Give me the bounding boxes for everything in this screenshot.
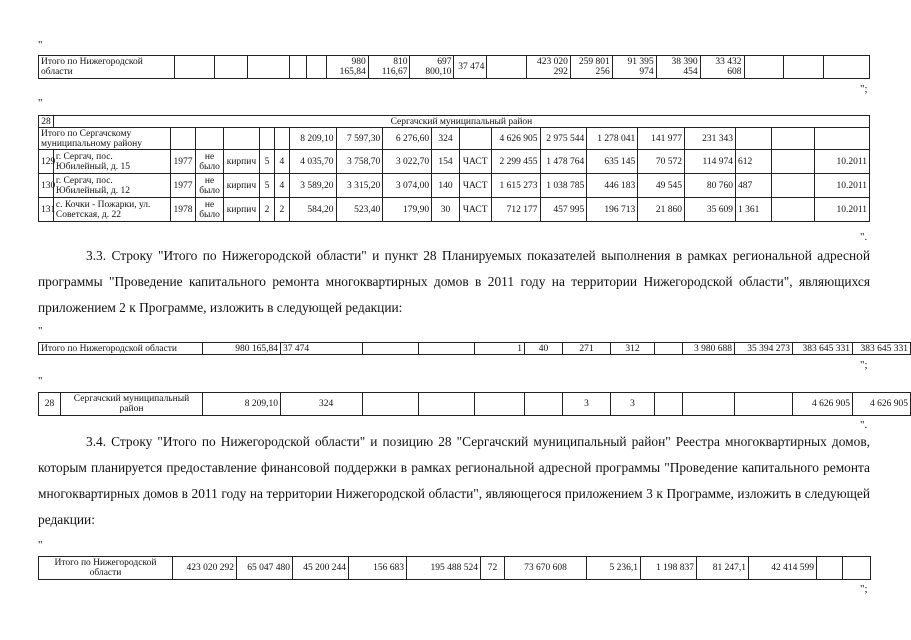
table-row <box>39 174 870 198</box>
table-cell: 3 <box>611 393 655 416</box>
table-cell: 196 713 <box>587 198 638 222</box>
table-cell: 45 200 244 <box>293 557 349 580</box>
table-cell: 1 615 273 <box>491 174 540 198</box>
row-address: г. Сергач, пос. Юбилейный, д. 15 <box>53 150 170 174</box>
table-row <box>39 150 870 174</box>
table-cell <box>655 393 683 416</box>
table-cell: 457 995 <box>540 198 587 222</box>
table-cell: 1977 <box>170 150 196 174</box>
table-cell: 3 074,00 <box>383 174 432 198</box>
table-cell: 4 626 905 <box>853 393 911 416</box>
table-cell: 10.2011 <box>814 174 869 198</box>
open-quote: " <box>38 39 43 51</box>
table-cell: 259 801 256 <box>570 56 612 79</box>
table-sergach-district <box>38 115 870 222</box>
table-cell: 40 <box>525 343 563 355</box>
table-cell: 697 800,10 <box>410 56 454 79</box>
row-number: 129 <box>39 150 54 174</box>
table-cell: кирпич <box>223 150 259 174</box>
table-cell: 35 609 <box>685 198 736 222</box>
table-cell <box>363 343 419 355</box>
table-cell: 30 <box>432 198 460 222</box>
total-label: Итого по Нижегородской области <box>39 343 203 355</box>
close-quote: "; <box>860 83 868 95</box>
table-cell: 3 315,20 <box>336 174 383 198</box>
region-title: Сергачский муниципальный район <box>53 116 869 128</box>
table-cell <box>419 393 475 416</box>
table-cell: 446 183 <box>587 174 638 198</box>
table-cell: 81 247,1 <box>697 557 749 580</box>
table-cell: 38 390 454 <box>656 56 700 79</box>
table-cell: не было <box>196 174 224 198</box>
table-cell: 584,20 <box>289 198 336 222</box>
table-cell: не было <box>196 150 224 174</box>
table-cell: 80 760 <box>685 174 736 198</box>
close-quote: ". <box>860 419 868 431</box>
table-cell: 21 860 <box>638 198 685 222</box>
table-cell <box>363 393 419 416</box>
close-quote: "; <box>860 583 868 595</box>
table-cell: 2 <box>274 198 289 222</box>
table-cell: 8 209,10 <box>203 393 281 416</box>
table-cell <box>735 393 793 416</box>
table-cell: 4 <box>274 150 289 174</box>
table-cell: 3 758,70 <box>336 150 383 174</box>
table-cell <box>419 343 475 355</box>
open-quote: " <box>38 375 43 387</box>
table-registry-total <box>38 556 871 580</box>
table-cell: 2 299 455 <box>491 150 540 174</box>
table-cell: 271 <box>563 343 611 355</box>
table-cell: 231 343 <box>685 128 736 150</box>
table-total-summary <box>38 55 870 79</box>
table-cell <box>817 557 843 580</box>
table-cell: 195 488 524 <box>407 557 481 580</box>
table-cell <box>475 393 525 416</box>
table-cell: 4 <box>274 174 289 198</box>
table-cell: 324 <box>281 393 363 416</box>
table-cell: не было <box>196 198 224 222</box>
table-cell: 70 572 <box>638 150 685 174</box>
table-cell: 140 <box>432 174 460 198</box>
table-cell <box>459 128 491 150</box>
table-cell: 33 432 608 <box>700 56 744 79</box>
table-cell: 37 474 <box>454 56 487 79</box>
table-cell: 1 361 <box>736 198 772 222</box>
table-cell: 156 683 <box>349 557 407 580</box>
region-number: 28 <box>39 393 61 416</box>
table-cell: 523,40 <box>336 198 383 222</box>
region-number: 28 <box>39 116 54 128</box>
row-address: с. Кочки - Пожарки, ул. Советская, д. 22 <box>53 198 170 222</box>
table-cell: 8 209,10 <box>289 128 336 150</box>
table-cell: 141 977 <box>638 128 685 150</box>
table-cell: 91 395 974 <box>612 56 656 79</box>
table-cell: 3 980 688 <box>683 343 735 355</box>
table-cell: кирпич <box>223 198 259 222</box>
table-cell: 383 645 331 <box>793 343 853 355</box>
table-cell: 3 <box>563 393 611 416</box>
table-cell: 1 198 837 <box>641 557 697 580</box>
table-cell: 65 047 480 <box>237 557 293 580</box>
table-cell: ЧАСТ <box>459 174 491 198</box>
open-quote: " <box>38 539 43 551</box>
open-quote: " <box>38 97 43 109</box>
table-cell: 10.2011 <box>814 150 869 174</box>
close-quote: "; <box>860 359 868 371</box>
table-cell: 980 165,84 <box>203 343 281 355</box>
district-label: Сергачский муниципальный район <box>61 393 203 416</box>
table-cell: 1 038 785 <box>540 174 587 198</box>
table-cell: 1 278 041 <box>587 128 638 150</box>
total-label: Итого по Нижегородской области <box>39 557 173 580</box>
table-cell: 114 974 <box>685 150 736 174</box>
table-cell: 1 <box>475 343 525 355</box>
table-cell: 5 <box>260 174 275 198</box>
table-cell: 383 645 331 <box>853 343 911 355</box>
table-cell: 4 626 905 <box>793 393 853 416</box>
table-cell: 49 545 <box>638 174 685 198</box>
table-cell: 4 035,70 <box>289 150 336 174</box>
table-row <box>39 198 870 222</box>
table-cell: 37 474 <box>281 343 363 355</box>
table-cell: 5 <box>260 150 275 174</box>
table-cell: 980 165,84 <box>326 56 368 79</box>
row-number: 130 <box>39 174 54 198</box>
table-cell <box>525 393 563 416</box>
table-cell: ЧАСТ <box>459 198 491 222</box>
table-cell <box>843 557 871 580</box>
table-cell: 5 236,1 <box>587 557 641 580</box>
table-cell <box>683 393 735 416</box>
row-number: 131 <box>39 198 54 222</box>
total-label: Итого по Нижегородской области <box>39 56 175 79</box>
table-cell: 1978 <box>170 198 196 222</box>
table-cell: ЧАСТ <box>459 150 491 174</box>
table-cell: 324 <box>432 128 460 150</box>
table-cell: 73 670 608 <box>505 557 587 580</box>
close-quote: ". <box>860 231 868 243</box>
district-total-label: Итого по Сергачскому муниципальному району <box>39 128 171 150</box>
table-cell: 6 276,60 <box>383 128 432 150</box>
table-cell: 612 <box>736 150 772 174</box>
table-cell: 2 <box>260 198 275 222</box>
table-cell: 42 414 599 <box>749 557 817 580</box>
table-cell: 712 177 <box>491 198 540 222</box>
open-quote: " <box>38 325 43 337</box>
table-cell: 2 975 544 <box>540 128 587 150</box>
row-address: г. Сергач, пос. Юбилейный, д. 12 <box>53 174 170 198</box>
table-cell: 1977 <box>170 174 196 198</box>
paragraph-3-3: 3.3. Строку "Итого по Нижегородской области" и пункт 28 Планируемых показателей выполнения в рамках региональной адресной программы "Проведение капитального ремонта многоквартирных домов в 2011 году на территории Нижегородской области", являющихся приложением 2 к Программе, изложить в следующей редакции: <box>38 248 870 315</box>
table-cell: 635 145 <box>587 150 638 174</box>
table-cell: 4 626 905 <box>491 128 540 150</box>
table-planned-total <box>38 342 911 355</box>
table-cell: 312 <box>611 343 655 355</box>
table-cell <box>487 56 527 79</box>
table-cell: кирпич <box>223 174 259 198</box>
table-cell: 1 478 764 <box>540 150 587 174</box>
table-cell: 3 589,20 <box>289 174 336 198</box>
table-cell: 487 <box>736 174 772 198</box>
table-cell: 179,90 <box>383 198 432 222</box>
table-cell: 154 <box>432 150 460 174</box>
table-cell: 7 597,30 <box>336 128 383 150</box>
table-cell <box>655 343 683 355</box>
table-cell: 10.2011 <box>814 198 869 222</box>
table-cell: 35 394 273 <box>735 343 793 355</box>
paragraph-3-4: 3.4. Строку "Итого по Нижегородской области" и позицию 28 "Сергачский муниципальный район" Реестра многоквартирных домов, которым планируется предоставление финансовой поддержки в рамках региональной адресной программы "Проведение капитального ремонта многоквартирных домов в 2011 году на территории Нижегородской области", являющегося приложением 3 к Программе, изложить в следующей редакции: <box>38 434 870 527</box>
table-cell: 810 116,67 <box>368 56 410 79</box>
table-planned-sergach <box>38 392 911 416</box>
table-cell: 3 022,70 <box>383 150 432 174</box>
table-cell: 423 020 292 <box>173 557 237 580</box>
table-cell: 423 020 292 <box>526 56 570 79</box>
table-cell: 72 <box>481 557 505 580</box>
